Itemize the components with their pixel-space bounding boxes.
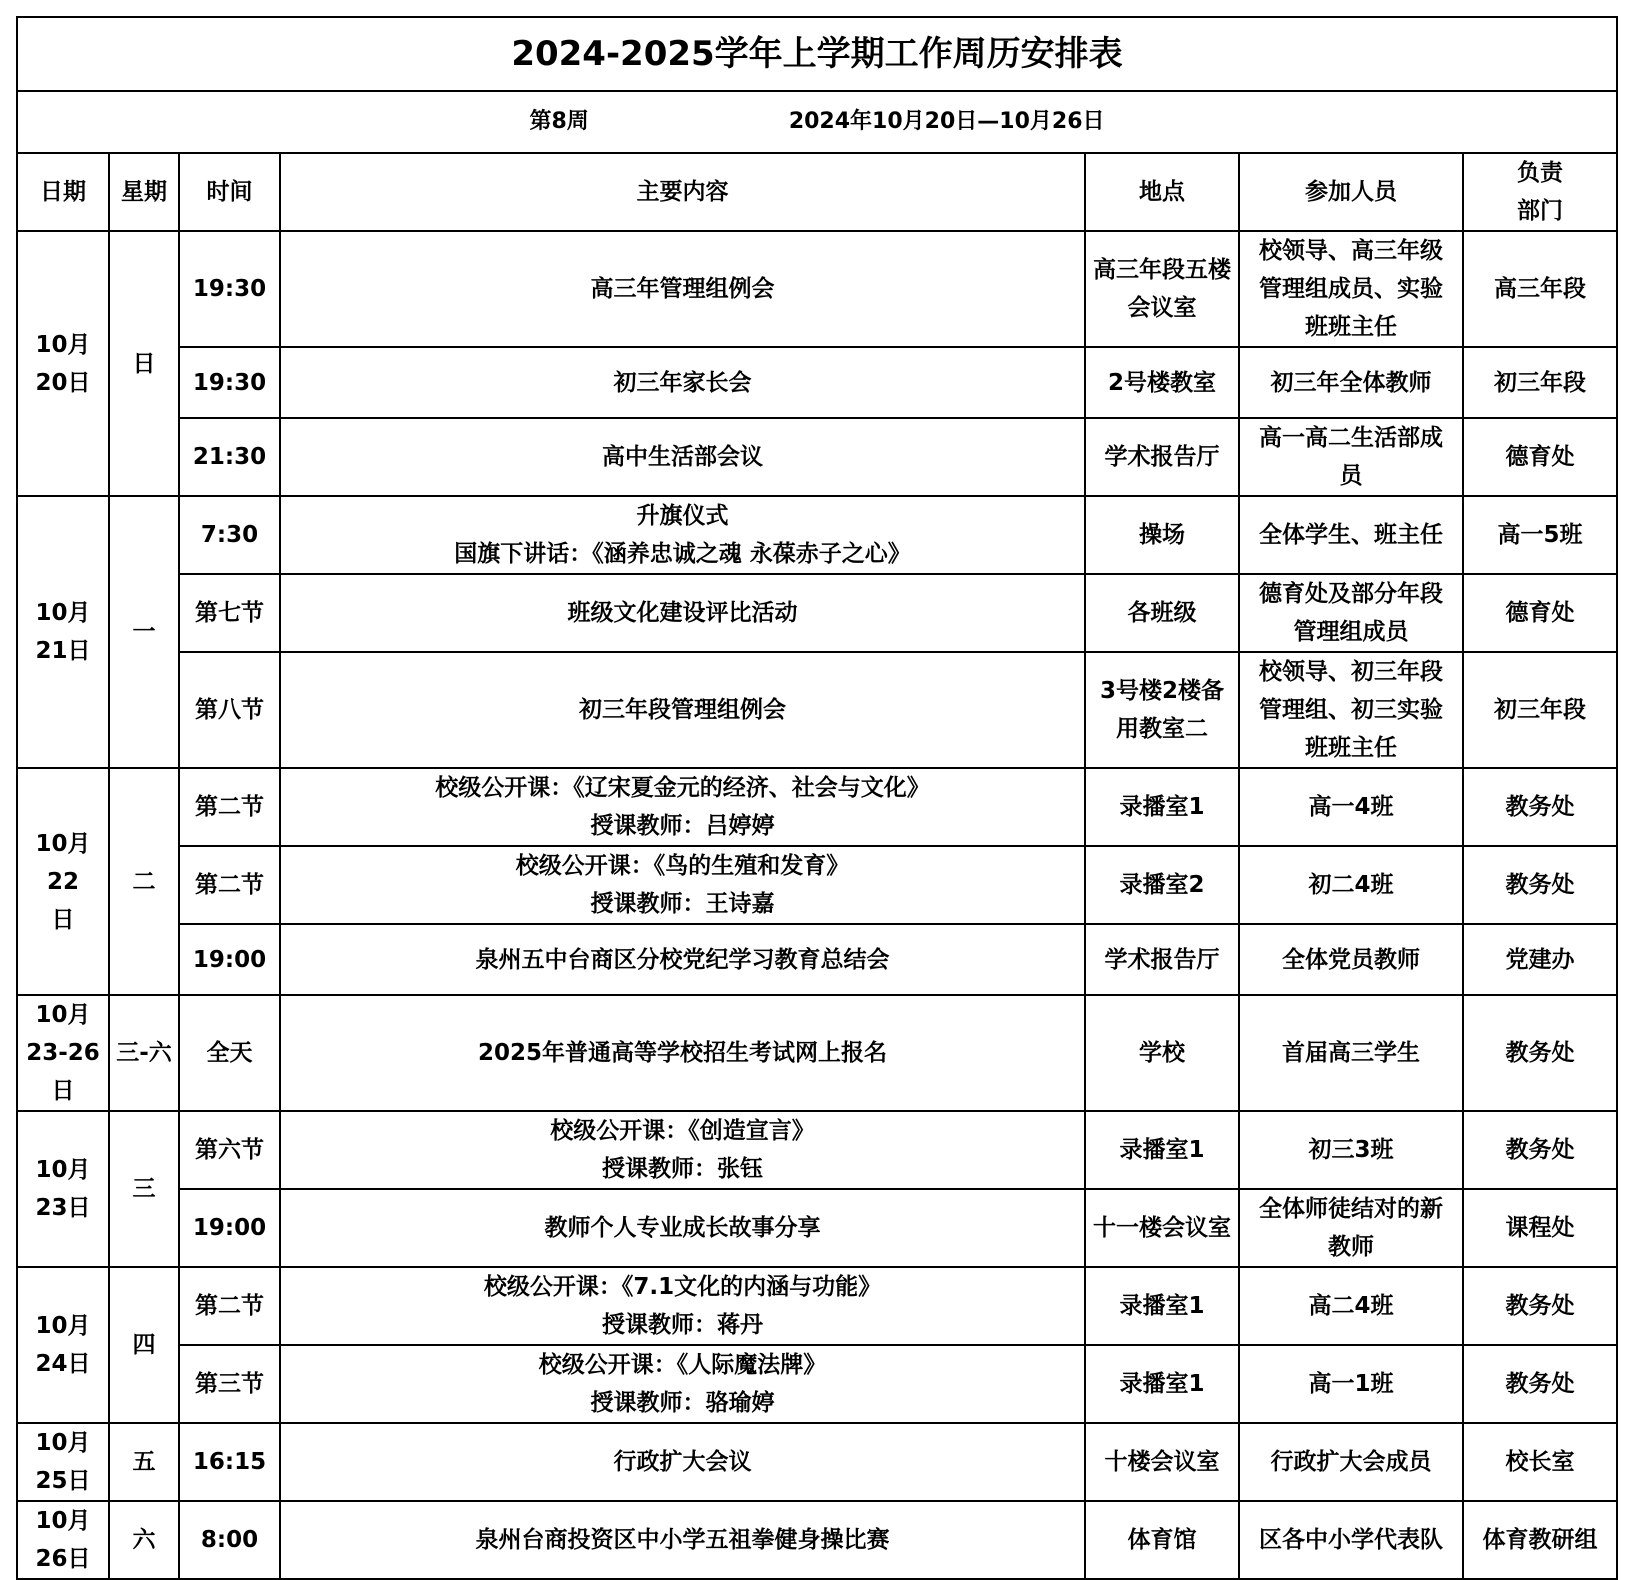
header-time: 时间 — [179, 153, 280, 231]
dept-cell: 高一5班 — [1463, 496, 1617, 574]
content-line: 2025年普通高等学校招生考试网上报名 — [477, 1040, 887, 1066]
people-line: 班班主任 — [1305, 314, 1397, 340]
place-cell — [1085, 574, 1239, 652]
dept-cell: 德育处 — [1463, 574, 1617, 652]
date-line: 日 — [51, 906, 75, 933]
table-row — [17, 1345, 1617, 1423]
content-line: 授课教师：骆瑜婷 — [590, 1390, 775, 1416]
content-cell — [280, 995, 1085, 1111]
header-people: 参加人员 — [1239, 153, 1463, 231]
people-line: 高一1班 — [1308, 1371, 1394, 1397]
weekday-cell: 四 — [109, 1267, 179, 1423]
date-cell — [17, 231, 109, 496]
date-line: 10月 — [35, 1508, 91, 1534]
dept-cell: 教务处 — [1463, 995, 1617, 1111]
header-date: 日期 — [17, 153, 109, 231]
date-line: 10月 — [35, 1002, 91, 1028]
people-line: 高一4班 — [1308, 794, 1394, 820]
content-line: 初三年家长会 — [613, 369, 752, 396]
people-line: 区各中小学代表队 — [1259, 1527, 1443, 1553]
content-line: 校级公开课：《7.1文化的内涵与功能》 — [483, 1274, 882, 1300]
place-cell — [1085, 995, 1239, 1111]
content-line: 高三年管理组例会 — [590, 276, 775, 302]
place-cell — [1085, 418, 1239, 496]
time-cell: 19:30 — [179, 231, 280, 347]
time-cell: 16:15 — [179, 1423, 280, 1501]
content-line: 校级公开课：《人际魔法牌》 — [538, 1352, 827, 1378]
dept-cell: 教务处 — [1463, 1111, 1617, 1189]
dept-cell: 体育教研组 — [1463, 1501, 1617, 1579]
table-row — [17, 1189, 1617, 1267]
date-line: 25日 — [35, 1468, 91, 1494]
place-line: 用教室二 — [1116, 716, 1208, 742]
date-line: 21日 — [35, 638, 91, 664]
week-label: 第8周 — [529, 109, 589, 134]
time-cell: 7:30 — [179, 496, 280, 574]
dept-cell: 党建办 — [1463, 924, 1617, 995]
date-line: 10月 — [35, 600, 91, 626]
date-cell — [17, 1423, 109, 1501]
place-cell — [1085, 1501, 1239, 1579]
place-cell — [1085, 652, 1239, 768]
content-cell — [280, 1501, 1085, 1579]
content-line: 校级公开课：《辽宋夏金元的经济、社会与文化》 — [435, 775, 930, 801]
dept-cell: 校长室 — [1463, 1423, 1617, 1501]
date-line: 20日 — [35, 369, 91, 396]
weekday-cell: 五 — [109, 1423, 179, 1501]
content-cell — [280, 496, 1085, 574]
content-cell — [280, 924, 1085, 995]
people-line: 管理组成员 — [1293, 619, 1409, 645]
people-cell — [1239, 1111, 1463, 1189]
content-cell — [280, 1267, 1085, 1345]
people-line: 高二4班 — [1308, 1293, 1394, 1319]
people-line: 管理组成员、实验 — [1259, 276, 1443, 302]
date-cell — [17, 1267, 109, 1423]
content-cell — [280, 231, 1085, 347]
place-line: 高三年段五楼 — [1093, 257, 1231, 283]
place-line: 录播室1 — [1119, 1137, 1205, 1163]
weekday-cell: 六 — [109, 1501, 179, 1579]
dept-cell: 教务处 — [1463, 846, 1617, 924]
table-row — [17, 768, 1617, 846]
place-cell — [1085, 768, 1239, 846]
content-line: 班级文化建设评比活动 — [567, 600, 798, 626]
content-line: 校级公开课：《创造宣言》 — [550, 1118, 815, 1144]
people-line: 初三3班 — [1308, 1137, 1394, 1163]
place-cell — [1085, 231, 1239, 347]
date-cell — [17, 1111, 109, 1267]
date-line: 10月 — [35, 331, 91, 358]
place-cell — [1085, 1267, 1239, 1345]
people-cell — [1239, 1189, 1463, 1267]
date-line: 23-26 — [26, 1040, 100, 1066]
people-line: 行政扩大会成员 — [1270, 1449, 1432, 1475]
people-cell — [1239, 768, 1463, 846]
date-line: 10月 — [35, 1313, 91, 1339]
people-cell — [1239, 231, 1463, 347]
place-line: 十一楼会议室 — [1093, 1215, 1231, 1241]
people-line: 教师 — [1328, 1234, 1374, 1260]
people-cell — [1239, 496, 1463, 574]
content-line: 教师个人专业成长故事分享 — [544, 1215, 821, 1241]
people-line: 全体党员教师 — [1282, 946, 1420, 973]
people-line: 校领导、初三年段 — [1259, 659, 1443, 685]
table-row — [17, 652, 1617, 768]
content-line: 行政扩大会议 — [613, 1449, 752, 1475]
weekday-cell: 日 — [109, 231, 179, 496]
people-line: 初三年全体教师 — [1270, 369, 1432, 396]
people-cell — [1239, 1267, 1463, 1345]
people-line: 校领导、高三年级 — [1259, 238, 1443, 264]
place-cell — [1085, 1423, 1239, 1501]
date-cell — [17, 1501, 109, 1579]
time-cell: 第六节 — [179, 1111, 280, 1189]
date-cell — [17, 768, 109, 995]
people-cell — [1239, 1501, 1463, 1579]
content-cell — [280, 1423, 1085, 1501]
people-line: 全体师徒结对的新 — [1259, 1196, 1443, 1222]
place-line: 十楼会议室 — [1104, 1449, 1220, 1475]
people-line: 全体学生、班主任 — [1259, 522, 1443, 548]
date-line: 24日 — [35, 1351, 91, 1377]
people-cell — [1239, 574, 1463, 652]
date-line: 10月 — [35, 1157, 91, 1183]
time-cell: 第二节 — [179, 846, 280, 924]
content-cell — [280, 418, 1085, 496]
place-line: 学校 — [1139, 1040, 1185, 1066]
place-line: 录播室1 — [1119, 1371, 1205, 1397]
table-row — [17, 995, 1617, 1111]
dept-cell: 德育处 — [1463, 418, 1617, 496]
page-title: 2024-2025学年上学期工作周历安排表 — [17, 17, 1617, 91]
header-place: 地点 — [1085, 153, 1239, 231]
time-cell: 19:30 — [179, 347, 280, 418]
place-line: 3号楼2楼备 — [1099, 678, 1224, 704]
table-row — [17, 574, 1617, 652]
schedule-table — [16, 16, 1618, 1580]
time-cell: 8:00 — [179, 1501, 280, 1579]
header-content: 主要内容 — [280, 153, 1085, 231]
time-cell: 21:30 — [179, 418, 280, 496]
people-line: 初二4班 — [1308, 872, 1394, 898]
weekday-cell: 三 — [109, 1111, 179, 1267]
people-cell — [1239, 652, 1463, 768]
date-line: 23日 — [35, 1195, 91, 1221]
time-cell: 19:00 — [179, 924, 280, 995]
time-cell: 全天 — [179, 995, 280, 1111]
content-line: 授课教师：蒋丹 — [602, 1312, 763, 1338]
content-line: 校级公开课：《鸟的生殖和发育》 — [515, 853, 850, 879]
time-cell: 第七节 — [179, 574, 280, 652]
place-line: 各班级 — [1127, 600, 1197, 626]
people-line: 班班主任 — [1305, 735, 1397, 761]
place-line: 体育馆 — [1127, 1527, 1197, 1553]
table-row — [17, 1423, 1617, 1501]
table-row — [17, 496, 1617, 574]
table-row — [17, 1501, 1617, 1579]
table-row — [17, 1111, 1617, 1189]
people-line: 管理组、初三实验 — [1259, 697, 1443, 723]
week-info — [17, 91, 1617, 153]
time-cell: 第三节 — [179, 1345, 280, 1423]
dept-cell: 高三年段 — [1463, 231, 1617, 347]
date-line: 日 — [51, 1078, 75, 1104]
place-cell — [1085, 846, 1239, 924]
table-row — [17, 846, 1617, 924]
place-line: 操场 — [1139, 522, 1185, 548]
week-range: 2024年10月20日—10月26日 — [788, 109, 1105, 134]
place-line: 会议室 — [1127, 295, 1197, 321]
date-cell — [17, 496, 109, 768]
place-cell — [1085, 924, 1239, 995]
place-line: 录播室2 — [1119, 872, 1205, 898]
header-dept-line: 负责 — [1517, 160, 1563, 186]
place-line: 录播室1 — [1119, 794, 1205, 820]
content-line: 泉州台商投资区中小学五祖拳健身操比赛 — [475, 1527, 890, 1553]
people-cell — [1239, 1345, 1463, 1423]
time-cell: 第二节 — [179, 768, 280, 846]
time-cell: 第八节 — [179, 652, 280, 768]
place-line: 学术报告厅 — [1104, 946, 1220, 973]
dept-cell: 课程处 — [1463, 1189, 1617, 1267]
table-row — [17, 418, 1617, 496]
weekday-cell: 二 — [109, 768, 179, 995]
place-cell — [1085, 1189, 1239, 1267]
dept-cell: 教务处 — [1463, 1267, 1617, 1345]
date-line: 10月 — [35, 1430, 91, 1456]
people-line: 首届高三学生 — [1282, 1040, 1420, 1066]
content-cell — [280, 1345, 1085, 1423]
content-cell — [280, 1111, 1085, 1189]
content-line: 初三年段管理组例会 — [579, 697, 786, 723]
content-line: 高中生活部会议 — [602, 444, 763, 470]
people-line: 员 — [1339, 463, 1363, 489]
time-cell: 第二节 — [179, 1267, 280, 1345]
content-line: 国旗下讲话：《涵养忠诚之魂 永葆赤子之心》 — [454, 541, 911, 567]
table-row — [17, 924, 1617, 995]
header-row — [17, 153, 1617, 231]
place-line: 学术报告厅 — [1104, 444, 1220, 470]
content-line: 泉州五中台商区分校党纪学习教育总结会 — [475, 946, 890, 973]
place-cell — [1085, 1345, 1239, 1423]
dept-cell: 教务处 — [1463, 1345, 1617, 1423]
people-cell — [1239, 418, 1463, 496]
content-cell — [280, 768, 1085, 846]
header-weekday: 星期 — [109, 153, 179, 231]
weekday-cell: 一 — [109, 496, 179, 768]
dept-cell: 教务处 — [1463, 768, 1617, 846]
table-row — [17, 1267, 1617, 1345]
content-line: 授课教师：王诗嘉 — [590, 891, 775, 917]
place-line: 录播室1 — [1119, 1293, 1205, 1319]
people-cell — [1239, 846, 1463, 924]
people-cell — [1239, 924, 1463, 995]
content-cell — [280, 574, 1085, 652]
dept-cell: 初三年段 — [1463, 652, 1617, 768]
table-row — [17, 231, 1617, 347]
dept-cell: 初三年段 — [1463, 347, 1617, 418]
place-cell — [1085, 347, 1239, 418]
content-line: 升旗仪式 — [636, 503, 729, 529]
date-cell — [17, 995, 109, 1111]
people-cell — [1239, 1423, 1463, 1501]
people-line: 高一高二生活部成 — [1259, 425, 1443, 451]
content-line: 授课教师：张钰 — [602, 1156, 763, 1182]
date-line: 10月22 — [35, 830, 91, 895]
content-cell — [280, 1189, 1085, 1267]
people-line: 德育处及部分年段 — [1259, 581, 1443, 607]
time-cell: 19:00 — [179, 1189, 280, 1267]
people-cell — [1239, 347, 1463, 418]
table-row — [17, 347, 1617, 418]
header-dept — [1463, 153, 1617, 231]
content-cell — [280, 347, 1085, 418]
content-cell — [280, 846, 1085, 924]
date-line: 26日 — [35, 1546, 91, 1572]
place-cell — [1085, 496, 1239, 574]
people-cell — [1239, 995, 1463, 1111]
weekday-cell: 三-六 — [109, 995, 179, 1111]
header-dept-line: 部门 — [1517, 198, 1563, 224]
content-line: 授课教师：吕婷婷 — [590, 813, 775, 839]
place-cell — [1085, 1111, 1239, 1189]
place-line: 2号楼教室 — [1107, 369, 1216, 396]
content-cell — [280, 652, 1085, 768]
